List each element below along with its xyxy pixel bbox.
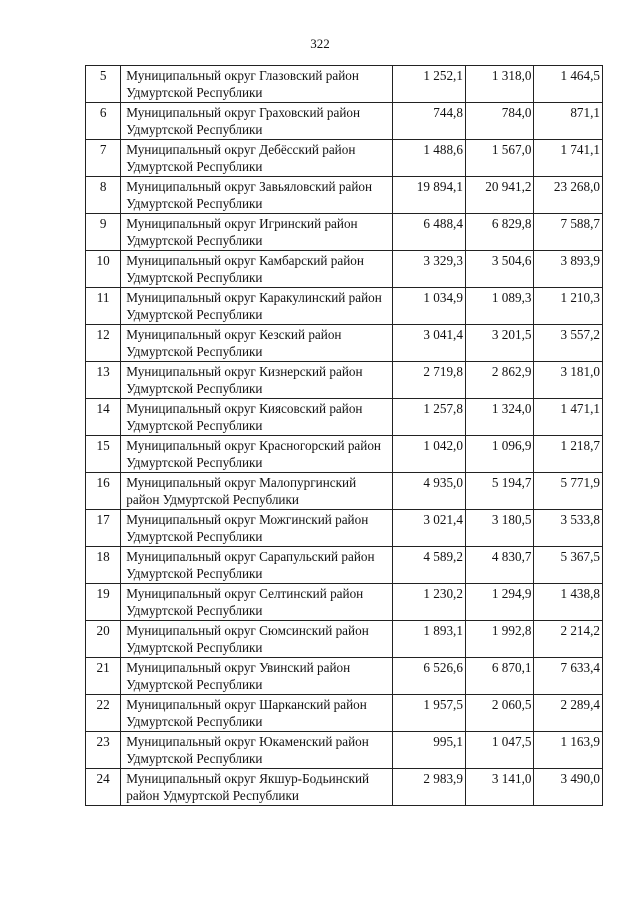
value-1-cell: 19 894,1 (393, 177, 466, 214)
row-number-cell: 24 (86, 769, 121, 806)
value-3-cell: 3 893,9 (534, 251, 603, 288)
table-body (86, 66, 603, 806)
value-2-cell: 1 567,0 (465, 140, 534, 177)
municipal-data-table (85, 65, 603, 806)
value-3-cell: 3 181,0 (534, 362, 603, 399)
table-row (86, 436, 603, 473)
value-1-cell: 1 042,0 (393, 436, 466, 473)
value-1-cell: 4 935,0 (393, 473, 466, 510)
row-number-cell: 22 (86, 695, 121, 732)
value-1-cell: 2 719,8 (393, 362, 466, 399)
value-2-cell: 6 829,8 (465, 214, 534, 251)
page-number: 322 (310, 36, 330, 51)
municipality-name-cell: Муниципальный округ Селтинский район Удмуртской Республики (121, 584, 393, 621)
value-1-cell: 1 957,5 (393, 695, 466, 732)
value-3-cell: 1 438,8 (534, 584, 603, 621)
municipality-name-cell: Муниципальный округ Красногорский район Удмуртской Республики (121, 436, 393, 473)
municipality-name-cell: Муниципальный округ Юкаменский район Удмуртской Республики (121, 732, 393, 769)
value-3-cell: 1 741,1 (534, 140, 603, 177)
row-number-cell: 20 (86, 621, 121, 658)
value-3-cell: 871,1 (534, 103, 603, 140)
row-number-cell: 19 (86, 584, 121, 621)
value-3-cell: 1 210,3 (534, 288, 603, 325)
row-number-cell: 12 (86, 325, 121, 362)
row-number-cell: 11 (86, 288, 121, 325)
value-1-cell: 1 034,9 (393, 288, 466, 325)
municipality-name-cell: Муниципальный округ Глазовский район Удмуртской Республики (121, 66, 393, 103)
value-3-cell: 7 633,4 (534, 658, 603, 695)
value-2-cell: 1 096,9 (465, 436, 534, 473)
value-2-cell: 20 941,2 (465, 177, 534, 214)
value-2-cell: 1 294,9 (465, 584, 534, 621)
table-row (86, 362, 603, 399)
value-3-cell: 3 557,2 (534, 325, 603, 362)
table-row (86, 473, 603, 510)
value-2-cell: 3 141,0 (465, 769, 534, 806)
row-number-cell: 5 (86, 66, 121, 103)
value-2-cell: 1 089,3 (465, 288, 534, 325)
table-row (86, 510, 603, 547)
row-number-cell: 14 (86, 399, 121, 436)
value-1-cell: 1 252,1 (393, 66, 466, 103)
value-2-cell: 3 180,5 (465, 510, 534, 547)
table-row (86, 695, 603, 732)
value-2-cell: 1 047,5 (465, 732, 534, 769)
value-3-cell: 5 367,5 (534, 547, 603, 584)
municipality-name-cell: Муниципальный округ Шарканский район Удмуртской Республики (121, 695, 393, 732)
table-row (86, 584, 603, 621)
value-1-cell: 4 589,2 (393, 547, 466, 584)
value-1-cell: 3 329,3 (393, 251, 466, 288)
value-1-cell: 1 257,8 (393, 399, 466, 436)
row-number-cell: 21 (86, 658, 121, 695)
table-row (86, 547, 603, 584)
value-1-cell: 2 983,9 (393, 769, 466, 806)
municipality-name-cell: Муниципальный округ Каракулинский район Удмуртской Республики (121, 288, 393, 325)
table-row (86, 658, 603, 695)
municipality-name-cell: Муниципальный округ Сюмсинский район Удмуртской Республики (121, 621, 393, 658)
value-2-cell: 3 201,5 (465, 325, 534, 362)
row-number-cell: 18 (86, 547, 121, 584)
value-3-cell: 3 490,0 (534, 769, 603, 806)
row-number-cell: 17 (86, 510, 121, 547)
table-row (86, 66, 603, 103)
row-number-cell: 7 (86, 140, 121, 177)
value-1-cell: 6 488,4 (393, 214, 466, 251)
municipality-name-cell: Муниципальный округ Кезский район Удмуртской Республики (121, 325, 393, 362)
row-number-cell: 8 (86, 177, 121, 214)
table-row (86, 214, 603, 251)
row-number-cell: 13 (86, 362, 121, 399)
value-2-cell: 5 194,7 (465, 473, 534, 510)
table-row (86, 288, 603, 325)
value-1-cell: 3 021,4 (393, 510, 466, 547)
municipality-name-cell: Муниципальный округ Можгинский район Удмуртской Республики (121, 510, 393, 547)
row-number-cell: 10 (86, 251, 121, 288)
row-number-cell: 15 (86, 436, 121, 473)
municipality-name-cell: Муниципальный округ Дебёсский район Удмуртской Республики (121, 140, 393, 177)
municipality-name-cell: Муниципальный округ Увинский район Удмуртской Республики (121, 658, 393, 695)
value-1-cell: 744,8 (393, 103, 466, 140)
value-3-cell: 5 771,9 (534, 473, 603, 510)
value-3-cell: 1 471,1 (534, 399, 603, 436)
municipality-name-cell: Муниципальный округ Сарапульский район Удмуртской Республики (121, 547, 393, 584)
table-row (86, 399, 603, 436)
table-row (86, 621, 603, 658)
value-2-cell: 4 830,7 (465, 547, 534, 584)
value-2-cell: 1 324,0 (465, 399, 534, 436)
value-3-cell: 23 268,0 (534, 177, 603, 214)
table-row (86, 251, 603, 288)
value-1-cell: 6 526,6 (393, 658, 466, 695)
municipality-name-cell: Муниципальный округ Кизнерский район Удмуртской Республики (121, 362, 393, 399)
value-1-cell: 1 230,2 (393, 584, 466, 621)
value-1-cell: 995,1 (393, 732, 466, 769)
row-number-cell: 16 (86, 473, 121, 510)
value-2-cell: 784,0 (465, 103, 534, 140)
value-3-cell: 3 533,8 (534, 510, 603, 547)
municipality-name-cell: Муниципальный округ Игринский район Удмуртской Республики (121, 214, 393, 251)
row-number-cell: 9 (86, 214, 121, 251)
value-3-cell: 2 214,2 (534, 621, 603, 658)
municipality-name-cell: Муниципальный округ Завьяловский район Удмуртской Республики (121, 177, 393, 214)
table-row (86, 325, 603, 362)
value-1-cell: 1 893,1 (393, 621, 466, 658)
table-row (86, 732, 603, 769)
value-2-cell: 2 060,5 (465, 695, 534, 732)
municipality-name-cell: Муниципальный округ Якшур-Бодьинский район Удмуртской Республики (121, 769, 393, 806)
municipality-name-cell: Муниципальный округ Граховский район Удмуртской Республики (121, 103, 393, 140)
value-3-cell: 1 218,7 (534, 436, 603, 473)
value-2-cell: 1 992,8 (465, 621, 534, 658)
row-number-cell: 23 (86, 732, 121, 769)
value-3-cell: 2 289,4 (534, 695, 603, 732)
value-3-cell: 1 464,5 (534, 66, 603, 103)
value-2-cell: 3 504,6 (465, 251, 534, 288)
value-2-cell: 2 862,9 (465, 362, 534, 399)
municipality-name-cell: Муниципальный округ Малопургинский район Удмуртской Республики (121, 473, 393, 510)
municipality-name-cell: Муниципальный округ Камбарский район Удмуртской Республики (121, 251, 393, 288)
value-2-cell: 6 870,1 (465, 658, 534, 695)
value-1-cell: 3 041,4 (393, 325, 466, 362)
table-row (86, 769, 603, 806)
table-row (86, 177, 603, 214)
value-2-cell: 1 318,0 (465, 66, 534, 103)
table-row (86, 140, 603, 177)
value-1-cell: 1 488,6 (393, 140, 466, 177)
municipality-name-cell: Муниципальный округ Киясовский район Удмуртской Республики (121, 399, 393, 436)
value-3-cell: 1 163,9 (534, 732, 603, 769)
table-row (86, 103, 603, 140)
row-number-cell: 6 (86, 103, 121, 140)
value-3-cell: 7 588,7 (534, 214, 603, 251)
